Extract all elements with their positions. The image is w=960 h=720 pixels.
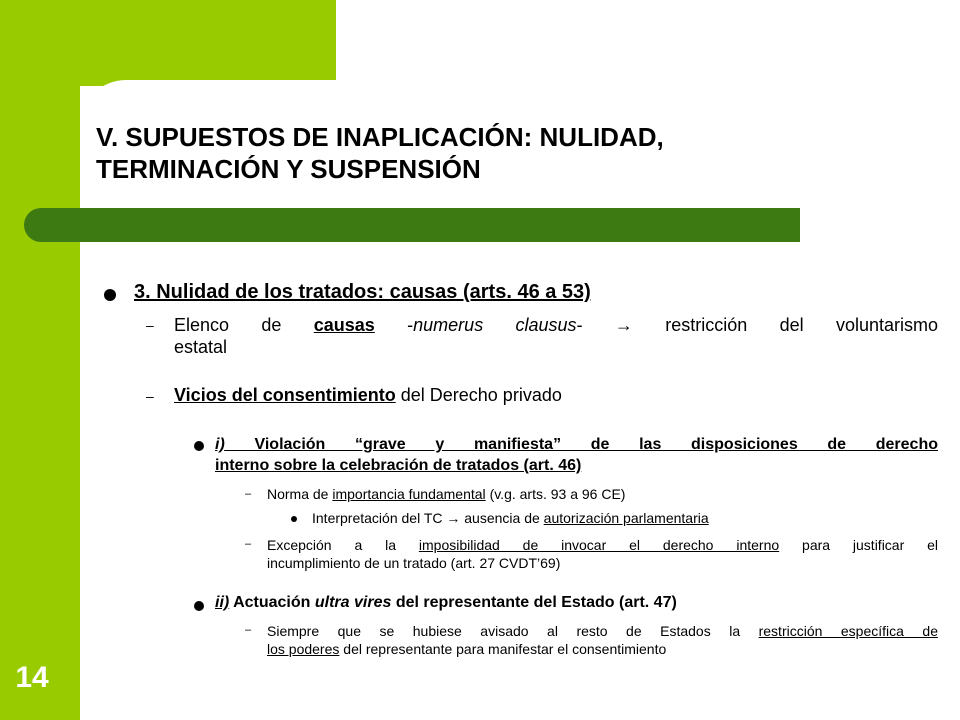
sub-violacion-line1: i) Violación “grave y manifiesta” de las disposiciones de derecho	[215, 436, 938, 453]
poderes-link: los poderes	[267, 641, 340, 657]
arrow-right-icon: →	[446, 510, 461, 526]
bullet	[104, 289, 116, 301]
dash-bullet: –	[245, 538, 252, 550]
item-excepcion	[267, 536, 938, 572]
item-siempre-line2: los poderes del representante para manifestar el consentimiento	[267, 641, 667, 657]
green-side-band	[0, 0, 80, 720]
arrow-right-icon: →	[614, 315, 633, 335]
green-top-band	[0, 0, 336, 86]
bullet	[194, 441, 204, 451]
item-interpretacion: Interpretación del TC → ausencia de autorización parlamentaria	[312, 510, 709, 526]
title-underline-bar	[24, 208, 800, 242]
bullet	[291, 516, 297, 522]
vicios-link: Vicios del consentimiento	[174, 385, 396, 405]
item-causas-line2: estatal	[174, 337, 228, 357]
dash-bullet: –	[245, 624, 252, 636]
item-siempre	[267, 622, 938, 658]
item-vicios: Vicios del consentimiento del Derecho privado	[174, 385, 562, 405]
item-norma: Norma de importancia fundamental (v.g. arts. 93 a 96 CE)	[267, 486, 626, 502]
dash-bullet: –	[146, 317, 154, 333]
restriccion-link: restricción específica de	[758, 623, 938, 639]
section-heading: 3. Nulidad de los tratados: causas (arts. 46 a 53)	[134, 281, 591, 303]
sub-violacion	[215, 434, 938, 476]
slide-title	[96, 121, 664, 185]
item-siempre-line1: Siempre que se hubiese avisado al resto de Estados la restricción específica de	[267, 623, 938, 639]
bullet	[194, 601, 204, 611]
item-excepcion-line1: Excepción a la imposibilidad de invocar el derecho interno para justificar el	[267, 537, 939, 553]
title-line-2: TERMINACIÓN Y SUSPENSIÓN	[96, 154, 481, 184]
dash-bullet: –	[146, 388, 154, 404]
title-line-1: V. SUPUESTOS DE INAPLICACIÓN: NULIDAD,	[96, 122, 664, 152]
importancia-link: importancia fundamental	[332, 486, 486, 502]
causas-link: causas	[313, 315, 375, 335]
imposibilidad-link: imposibilidad de invocar el derecho interno	[418, 537, 780, 553]
autorizacion-link: autorización parlamentaria	[543, 510, 709, 526]
item-causas-line1: Elenco de causas -numerus clausus- → restricción del voluntarismo	[174, 315, 939, 335]
page-number: 14	[15, 661, 49, 694]
item-excepcion-line2: incumplimiento de un tratado (art. 27 CVDT’69)	[267, 555, 561, 571]
item-causas	[174, 314, 938, 358]
sub-violacion-line2: interno sobre la celebración de tratados (art. 46)	[215, 457, 582, 474]
dash-bullet: –	[245, 488, 252, 500]
sub-ultra-vires: ii) Actuación ultra vires del representante del Estado (art. 47)	[215, 594, 677, 611]
